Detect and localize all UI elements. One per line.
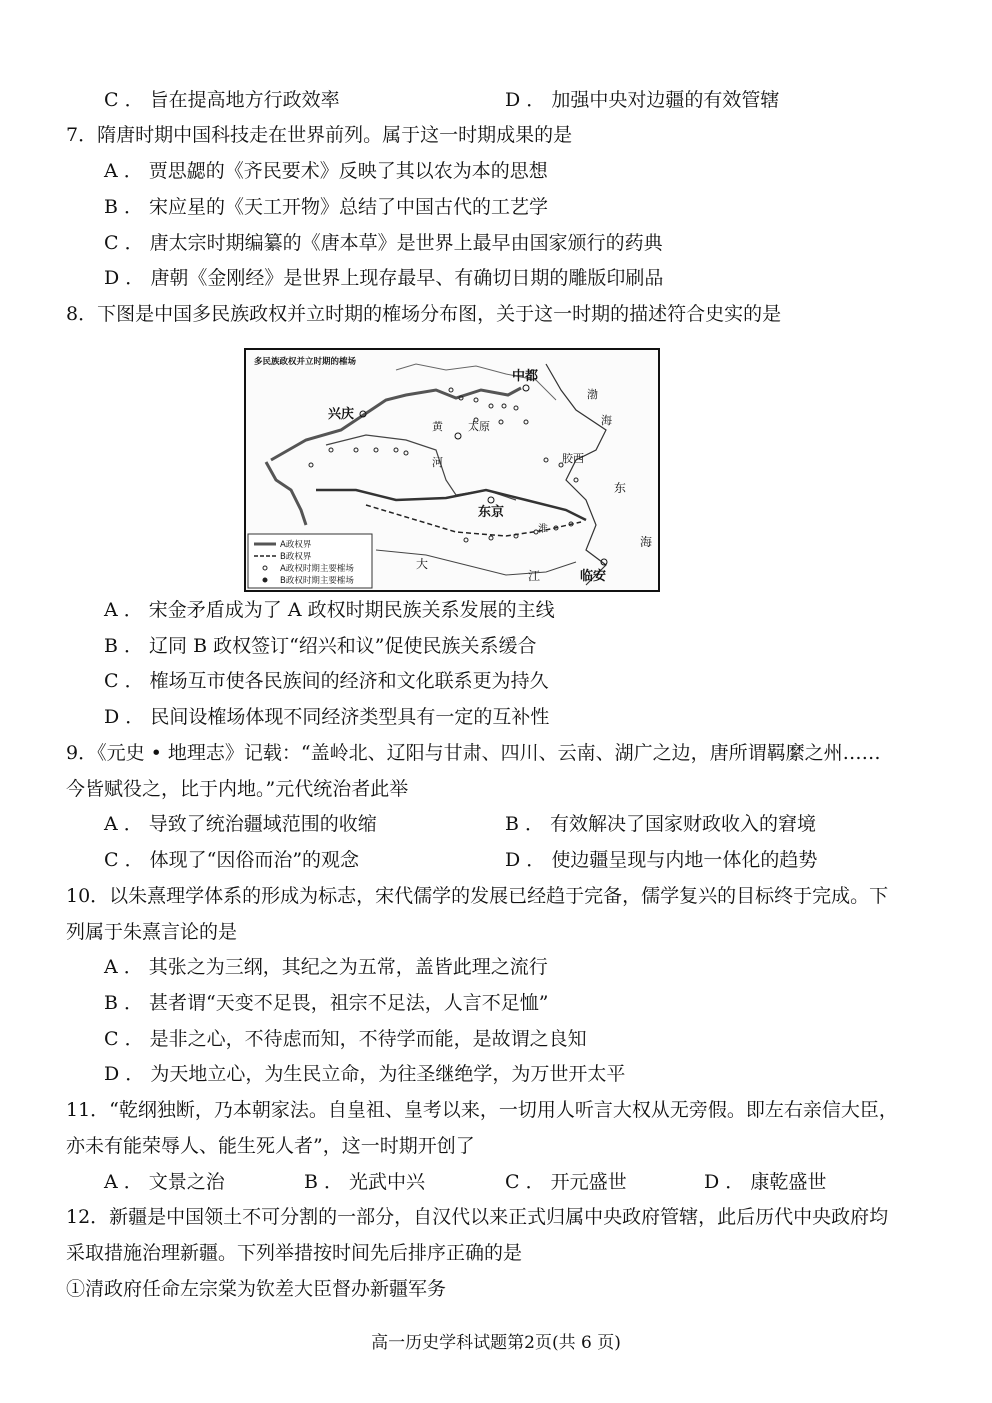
q11-option-c: C ． 开元盛世 [505,1171,627,1193]
q8-option-b: B ． 辽同 B 政权签订“绍兴和议”促使民族关系缓合 [104,635,537,657]
label-dong: 东 [614,481,627,495]
label-hai-2: 海 [640,535,653,549]
label-jiaoxi: 胶西 [562,452,584,465]
map-title: 多民族政权并立时期的榷场 [254,357,357,367]
label-taiyuan: 太原 [468,420,490,433]
label-huang: 黄 [432,420,443,433]
q11-stem-line1: 11．“乾纲独断，乃本朝家法。自皇祖、皇考以来，一切用人听言大权从无旁假。即左右亲信大臣， [66,1099,898,1121]
q6-option-d: D ． 加强中央对边疆的有效管辖 [505,89,780,111]
q12-stem-line1: 12．新疆是中国领土不可分割的一部分，自汉代以来正式归属中央政府管辖，此后历代中央政府均 [66,1206,889,1228]
q12-item-1: ①清政府任命左宗棠为钦差大臣督办新疆军务 [66,1278,447,1300]
q7-option-b: B ． 宋应星的《天工开物》总结了中国古代的工艺学 [104,196,549,218]
q9-option-a: A ． 导致了统治疆域范围的收缩 [104,813,377,835]
q6-option-c: C ． 旨在提高地方行政效率 [104,89,340,111]
q11-option-d: D ． 康乾盛世 [704,1171,827,1193]
label-linan: 临安 [580,569,607,584]
q9-option-b: B ． 有效解决了国家财政收入的窘境 [505,813,817,835]
label-zhongdu: 中都 [512,369,539,384]
q9-option-c: C ． 体现了“因俗而治”的观念 [104,849,360,871]
legend-b-border: B政权界 [280,552,312,562]
q8-option-d: D ． 民间设榷场体现不同经济类型具有一定的互补性 [104,706,550,728]
q7-option-c: C ． 唐太宗时期编纂的《唐本草》是世界上最早由国家颁行的药典 [104,232,663,254]
trade-market-map [244,348,660,592]
label-hai-1: 海 [601,414,612,427]
q9-stem-line2: 今皆赋役之，比于内地。”元代统治者此举 [66,778,409,800]
q7-option-a: A ． 贾思勰的《齐民要术》反映了其以农为本的思想 [104,160,548,182]
q9-option-d: D ． 使边疆呈现与内地一体化的趋势 [505,849,818,871]
page-footer: 高一历史学科试题第2页(共 6 页) [371,1333,621,1353]
label-dongjing: 东京 [478,505,505,520]
label-huai: 淮 [538,524,548,535]
q8-option-a: A ． 宋金矛盾成为了 A 政权时期民族关系发展的主线 [104,599,555,621]
q12-stem-line2: 采取措施治理新疆。下列举措按时间先后排序正确的是 [66,1242,523,1264]
label-bo: 渤 [587,388,598,401]
q8-option-c: C ． 榷场互市使各民族间的经济和文化联系更为持久 [104,670,549,692]
q7-option-d: D ． 唐朝《金刚经》是世界上现存最早、有确切日期的雕版印刷品 [104,267,664,289]
q10-option-b: B ． 甚者谓“天变不足畏，祖宗不足法，人言不足恤” [104,992,549,1014]
q10-stem-line2: 列属于朱熹言论的是 [66,921,238,943]
label-he: 河 [432,456,443,469]
q7-stem: 7．隋唐时期中国科技走在世界前列。属于这一时期成果的是 [66,124,573,146]
q11-option-a: A ． 文景之治 [104,1171,225,1193]
q10-option-a: A ． 其张之为三纲，其纪之为五常，盖皆此理之流行 [104,956,548,978]
q11-option-b: B ． 光武中兴 [304,1171,426,1193]
map-figure [246,350,658,590]
q8-stem: 8．下图是中国多民族政权并立时期的榷场分布图，关于这一时期的描述符合史实的是 [66,303,782,325]
q10-option-d: D ． 为天地立心，为生民立命，为往圣继绝学，为万世开太平 [104,1063,626,1085]
legend-a-border: A政权界 [280,540,312,550]
q10-stem-line1: 10．以朱熹理学体系的形成为标志，宋代儒学的发展已经趋于完备，儒学复兴的目标终于完成。下 [66,885,889,907]
label-jiang: 江 [528,569,541,583]
q10-option-c: C ． 是非之心，不待虑而知，不待学而能，是故谓之良知 [104,1028,587,1050]
label-da: 大 [416,557,429,571]
q9-stem-line1: 9．《元史 • 地理志》记载：“盖岭北、辽阳与甘肃、四川、云南、湖广之边，唐所谓羁縻之州…… [66,742,881,764]
legend-b-markets: B政权时期主要榷场 [280,576,354,586]
q11-stem-line2: 亦未有能荣辱人、能生死人者”，这一时期开创了 [66,1135,475,1157]
label-xingqing: 兴庆 [328,407,355,422]
map-legend [248,534,372,588]
legend-a-markets: A政权时期主要榷场 [280,564,354,574]
